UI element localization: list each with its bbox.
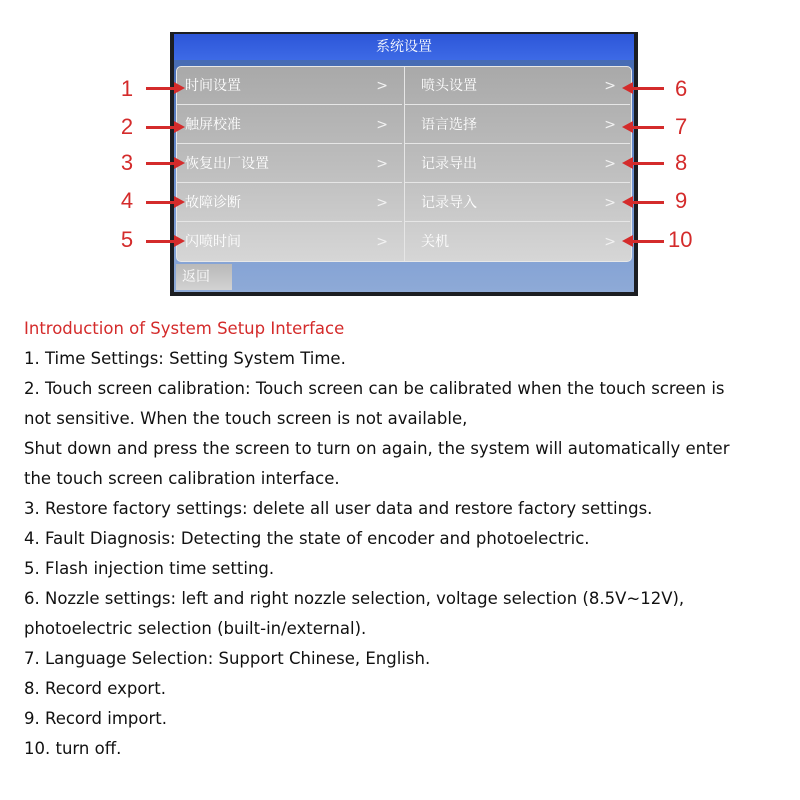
description-line: 7. Language Selection: Support Chinese, English. (24, 649, 431, 668)
menu-item-label: 闪喷时间 (185, 234, 241, 250)
menu-item-label: 关机 (421, 234, 449, 250)
callout-number-3: 3 (120, 150, 134, 175)
menu-item-flash-time[interactable] (177, 223, 402, 261)
callout-arrow-8 (632, 162, 664, 165)
chevron-right-icon: > (604, 195, 616, 211)
callout-arrow-10 (632, 240, 664, 243)
settings-menu-panel (176, 66, 632, 262)
description-heading: Introduction of System Setup Interface (24, 319, 345, 338)
callout-arrow-4 (146, 201, 176, 204)
callout-number-7: 7 (675, 114, 688, 139)
description-line: 1. Time Settings: Setting System Time. (24, 349, 346, 368)
menu-item-nozzle-settings[interactable] (405, 67, 630, 105)
menu-item-label: 触屏校准 (185, 117, 241, 133)
chevron-right-icon: > (376, 234, 388, 250)
chevron-right-icon: > (604, 117, 616, 133)
callout-arrow-5 (146, 240, 176, 243)
chevron-right-icon: > (604, 78, 616, 94)
chevron-right-icon: > (376, 195, 388, 211)
arrow-right-icon (174, 196, 185, 208)
callout-number-10: 10 (668, 227, 693, 252)
menu-item-factory-reset[interactable] (177, 145, 402, 183)
arrow-right-icon (174, 82, 185, 94)
description-line: 6. Nozzle settings: left and right nozzle selection, voltage selection (8.5V~12V), (24, 589, 685, 608)
description-line: 9. Record import. (24, 709, 167, 728)
callout-arrow-3 (146, 162, 176, 165)
arrow-right-icon (174, 157, 185, 169)
callout-arrow-1 (146, 87, 176, 90)
callout-arrow-9 (632, 201, 664, 204)
menu-item-label: 时间设置 (185, 78, 241, 94)
menu-item-label: 恢复出厂设置 (185, 156, 269, 172)
chevron-right-icon: > (376, 117, 388, 133)
menu-item-label: 喷头设置 (421, 78, 477, 94)
menu-item-fault-diagnosis[interactable] (177, 184, 402, 222)
menu-item-label: 故障诊断 (185, 195, 241, 211)
menu-item-language[interactable] (405, 106, 630, 144)
description-line: not sensitive. When the touch screen is not available, (24, 409, 468, 428)
description-line: 10. turn off. (24, 739, 122, 758)
screen-title: 系统设置 (174, 34, 634, 60)
menu-item-record-export[interactable] (405, 145, 630, 183)
callout-number-6: 6 (675, 76, 688, 101)
callout-arrow-7 (632, 126, 664, 129)
callout-number-5: 5 (120, 227, 134, 252)
description-line: Shut down and press the screen to turn on again, the system will automatically enter (24, 439, 730, 458)
chevron-right-icon: > (376, 156, 388, 172)
arrow-right-icon (174, 235, 185, 247)
description-line: the touch screen calibration interface. (24, 469, 340, 488)
description-line: 5. Flash injection time setting. (24, 559, 275, 578)
arrow-right-icon (174, 121, 185, 133)
callout-number-9: 9 (675, 188, 688, 213)
menu-item-label: 语言选择 (421, 117, 477, 133)
callout-number-4: 4 (120, 188, 134, 213)
callout-number-1: 1 (120, 76, 134, 101)
menu-item-label: 记录导入 (421, 195, 477, 211)
chevron-right-icon: > (604, 156, 616, 172)
callout-number-2: 2 (120, 114, 134, 139)
callout-arrow-2 (146, 126, 176, 129)
callout-arrow-6 (632, 87, 664, 90)
description-line: 2. Touch screen calibration: Touch screen can be calibrated when the touch screen is (24, 379, 725, 398)
device-screen (174, 34, 634, 292)
menu-item-record-import[interactable] (405, 184, 630, 222)
menu-item-shutdown[interactable] (405, 223, 630, 261)
description-line: 8. Record export. (24, 679, 166, 698)
description-line: photoelectric selection (built-in/external). (24, 619, 367, 638)
description-line: 4. Fault Diagnosis: Detecting the state of encoder and photoelectric. (24, 529, 590, 548)
menu-item-time-settings[interactable] (177, 67, 402, 105)
chevron-right-icon: > (604, 234, 616, 250)
chevron-right-icon: > (376, 78, 388, 94)
back-button[interactable]: 返回 (176, 264, 232, 290)
menu-item-touch-calibration[interactable] (177, 106, 402, 144)
description-text (24, 314, 794, 764)
callout-number-8: 8 (675, 150, 688, 175)
description-line: 3. Restore factory settings: delete all user data and restore factory settings. (24, 499, 653, 518)
menu-item-label: 记录导出 (421, 156, 477, 172)
